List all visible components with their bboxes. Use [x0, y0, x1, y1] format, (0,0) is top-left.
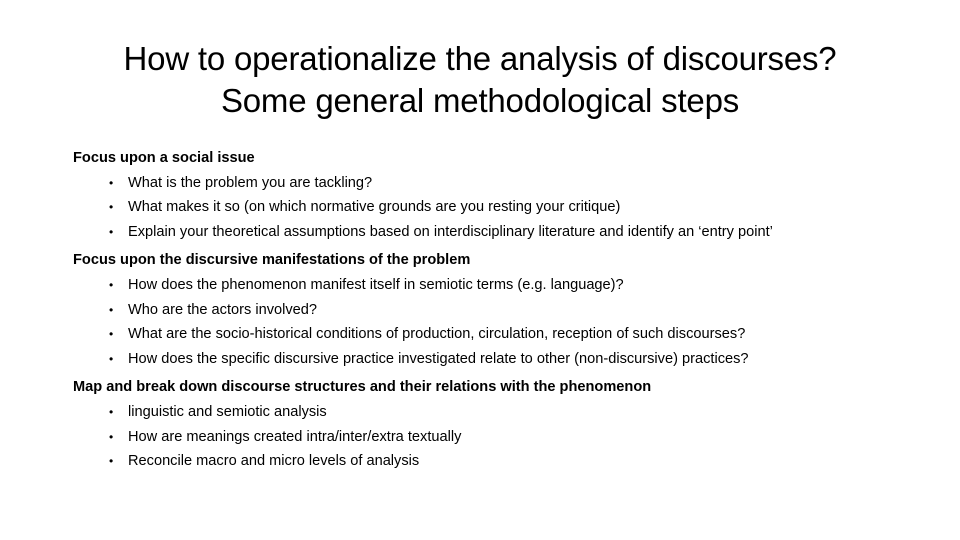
- slide-content: [73, 146, 933, 478]
- section-social-issue: [73, 146, 933, 244]
- list-item-text: What is the problem you are tackling?: [128, 174, 373, 191]
- slide-title-line-2: Some general methodological steps: [220, 82, 740, 119]
- list-item-text: Who are the actors involved?: [128, 301, 318, 318]
- bullet-icon: •: [109, 200, 114, 215]
- bullet-icon: •: [109, 454, 114, 469]
- list-item: [109, 273, 933, 298]
- bullet-icon: •: [109, 351, 114, 366]
- section-heading: Focus upon a social issue: [73, 150, 255, 166]
- bullet-icon: •: [109, 327, 114, 342]
- bullet-icon: •: [109, 429, 114, 444]
- list-item: [109, 195, 933, 220]
- list-item-text: What are the socio-historical conditions of production, circulation, reception of such discourses?: [128, 326, 746, 343]
- list-item: [109, 425, 933, 450]
- list-item: [109, 400, 933, 425]
- list-item-text: linguistic and semiotic analysis: [128, 403, 327, 420]
- list-item-text: Reconcile macro and micro levels of analysis: [128, 453, 420, 470]
- list-item-text: What makes it so (on which normative grounds are you resting your critique): [128, 199, 621, 216]
- bullet-icon: •: [109, 277, 114, 292]
- section-heading: Focus upon the discursive manifestations of the problem: [73, 252, 471, 269]
- bullet-list: [73, 400, 933, 474]
- slide-title-line-1: How to operationalize the analysis of discourses?: [123, 40, 837, 77]
- bullet-icon: •: [109, 404, 114, 419]
- list-item: [109, 449, 933, 474]
- bullet-list: [73, 273, 933, 371]
- list-item-text: Explain your theoretical assumptions based on interdisciplinary literature and identify an ‘entry point’: [128, 223, 773, 240]
- list-item: [109, 322, 933, 347]
- bullet-icon: •: [109, 224, 114, 239]
- list-item: [109, 347, 933, 372]
- section-heading: Map and break down discourse structures and their relations with the phenomenon: [73, 379, 652, 396]
- list-item: [109, 298, 933, 323]
- bullet-list: [73, 171, 933, 245]
- section-discourse-structures: [73, 375, 933, 473]
- section-discursive-manifestations: [73, 248, 933, 371]
- list-item-text: How does the specific discursive practice investigated relate to other (non-discursive) practices?: [128, 350, 749, 367]
- bullet-icon: •: [109, 302, 114, 317]
- list-item: [109, 220, 933, 245]
- list-item: [109, 171, 933, 196]
- list-item-text: How are meanings created intra/inter/extra textually: [128, 428, 462, 445]
- bullet-icon: •: [109, 175, 114, 190]
- slide-title: [40, 38, 920, 122]
- list-item-text: How does the phenomenon manifest itself in semiotic terms (e.g. language)?: [128, 276, 624, 293]
